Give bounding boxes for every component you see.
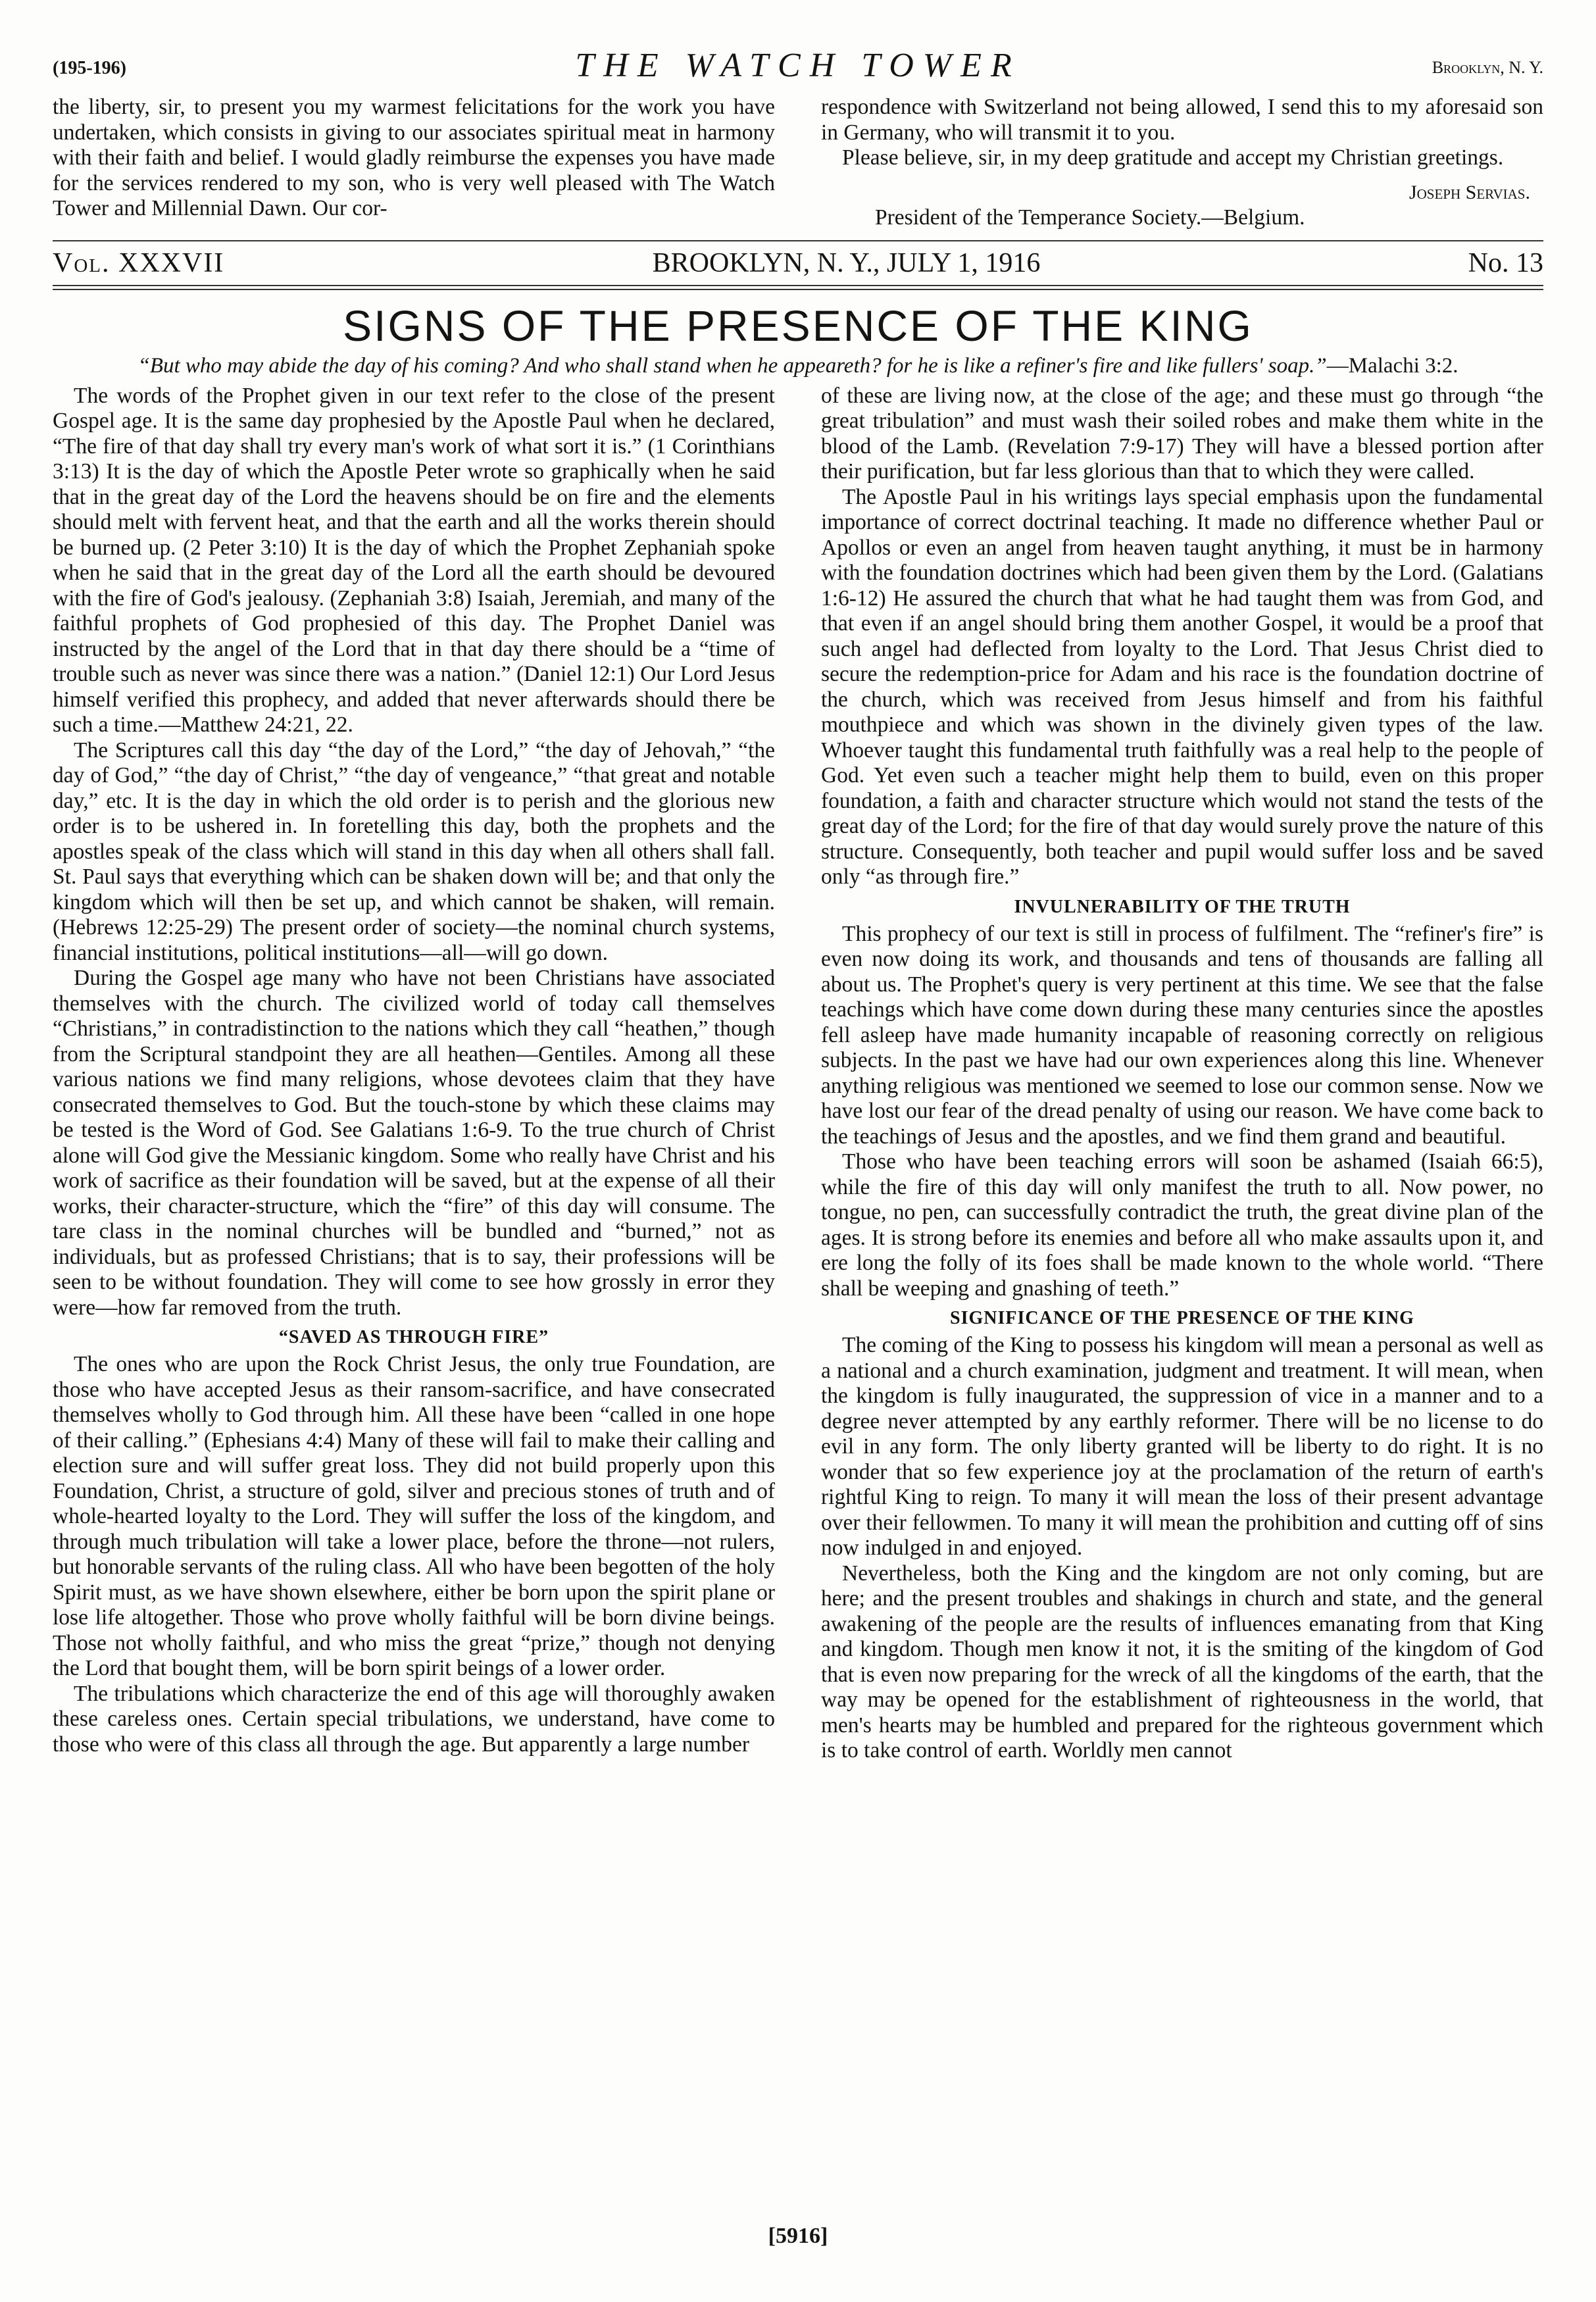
issue-number: No. 13: [1468, 247, 1543, 278]
paragraph: The words of the Prophet given in our text refer to the close of the present Gospel age. It is the same day prophesied by the Apostle Paul when he declared, “The fire of that day shall try every man's work of what sort it is.” (1 Corinthians 3:13) It is the day of which the Apostle Peter wrote so graphically when he said that in the great day of the Lord the heavens should be on fire and the elements should melt with fervent heat, and that the earth and all the works therein should be burned up. (2 Peter 3:10) It is the day of which the Prophet Zephaniah spoke when he said that in the great day of the Lord all the earth should be devoured with the fire of God's jealousy. (Zephaniah 3:8) Isaiah, Jeremiah, and many of the faithful prophets of God prophesied of this day. The Prophet Daniel was instructed by the angel of the Lord that in that day there should be a “time of trouble such as never was since there was a nation.” (Daniel 12:1) Our Lord Jesus himself verified this prophecy, and added that never afterwards should there be such a time.—Matthew 24:21, 22.: [53, 383, 775, 737]
letter-closing: Please believe, sir, in my deep gratitude and accept my Christian greetings.: [842, 145, 1504, 170]
article-left-column: [53, 384, 775, 1764]
paragraph: of these are living now, at the close of the age; and these must go through “the great tribulation” and must wash their soiled robes and make them white in the blood of the Lamb. (Revelation 7:9-17) They will have a blessed portion after their purification, but far less glorious than that to which they were called.: [821, 383, 1543, 484]
paragraph: The Scriptures call this day “the day of the Lord,” “the day of Jehovah,” “the day of God,” “the day of Christ,” “the day of vengeance,” “that great and notable day,” etc. It is the day in which the old order is to perish and the glorious new order is to be ushered in. In foretelling this day, both the prophets and the apostles speak of the class which will stand in this day when all others shall fall. St. Paul says that everything which can be shaken down will be; and that only the kingdom which will then be set up, and which cannot be shaken, will remain. (Hebrews 12:25-29) The present order of society—the nominal church systems, financial institutions, political institutions—all—will go down.: [53, 738, 775, 965]
paragraph: Those who have been teaching errors will soon be ashamed (Isaiah 66:5), while the fire of this day will only manifest the truth to all. Now power, no tongue, no pen, can successfully contradict the truth, the great divine plan of the ages. It is strong before its enemies and before all who make assaults upon it, and ere long the folly of its foes shall be made known to the whole world. “There shall be weeping and gnashing of teeth.”: [821, 1149, 1543, 1301]
place: Brooklyn, N. Y.: [1432, 58, 1543, 77]
paragraph: The tribulations which characterize the end of this age will thoroughly awaken these careless ones. Certain special tribulations, we understand, have come to those who were of this class all through the age. But apparently a large number: [53, 1681, 775, 1757]
letter-signature: Joseph Servias.: [1409, 181, 1530, 203]
letter-left-paragraph: the liberty, sir, to present you my warmest felicitations for the work you have undertaken, which consists in giving to our associates spiritual meat in harmony with their faith and belief. I would gladly reimburse the expenses you have made for the services rendered to my son, who is very well pleased with The Watch Tower and Millennial Dawn. Our cor-: [53, 95, 775, 220]
scripture-reference: —Malachi 3:2.: [1326, 353, 1459, 378]
dateline: BROOKLYN, N. Y., JULY 1, 1916: [652, 247, 1041, 278]
paragraph: The coming of the King to possess his kingdom will mean a personal as well as a national and a church examination, judgment and treatment. It will mean, when the kingdom is fully inaugurated, the suppression of vice in a manner and to a degree never attempted by any earthly reformer. There will be no license to do evil in any form. The only liberty granted will be liberty to do right. It is no wonder that so few experience joy at the proclamation of the return of earth's rightful King to reign. To many it will mean the loss of their present advantage over their fellowmen. To many it will mean the prohibition and cutting off of sins now indulged in and enjoyed.: [821, 1333, 1543, 1560]
page-number: [5916]: [768, 2224, 828, 2248]
section-heading: INVULNERABILITY OF THE TRUTH: [1014, 896, 1351, 917]
paragraph: During the Gospel age many who have not been Christians have associated themselves with the church. The civilized world of today call themselves “Christians,” in contradistinction to the nations which they call “heathen,” though from the Scriptural standpoint they are all heathen—Gentiles. Among all these various nations we find many religions, whose devotees claim that they have consecrated themselves to God. But the touch-stone by which these claims may be tested is the Word of God. See Galatians 1:6-9. To the true church of Christ alone will God give the Messianic kingdom. Some who really have Christ and his work of sacrifice as their foundation will be saved, but at the expense of all their works, their character-structure, which the “fire” of this day will consume. The tare class in the nominal churches will be bundled and “burned,” not as individuals, but as professed Christians; that is to say, their professions will be seen to be without foundation. They will come to see how grossly in error they were—how far removed from the truth.: [53, 966, 775, 1320]
article-right-column: [821, 384, 1543, 1764]
letter-continuation: [53, 95, 1543, 231]
article-body: [53, 384, 1543, 1764]
letter-left-column: [53, 95, 775, 231]
issue-line: [53, 241, 1543, 285]
volume: Vol. XXXVII: [53, 247, 225, 278]
running-head: [53, 46, 1543, 86]
letter-signer-role: President of the Temperance Society.—Belgium.: [875, 205, 1305, 230]
paragraph: Nevertheless, both the King and the kingdom are not only coming, but are here; and the present troubles and shakings in church and state, and the general awakening of the people are the results of influences emanating from that King and kingdom. Though men know it not, it is the smiting of the kingdom of God that is even now preparing for the wreck of all the kingdoms of the earth, that the way may be opened for the establishment of righteousness in the world, that men's hearts may be humbled and prepared for the righteous government which is to take control of earth. Worldly men cannot: [821, 1561, 1543, 1763]
page-range: (195-196): [53, 58, 126, 78]
scripture-quote: “But who may abide the day of his coming? And who shall stand when he appeareth? for he is like a refiner's fire and like fullers' soap.”: [137, 353, 1327, 378]
section-heading: SIGNIFICANCE OF THE PRESENCE OF THE KING: [950, 1308, 1414, 1328]
scripture-text: [53, 353, 1543, 378]
journal-title: THE WATCH TOWER: [575, 47, 1021, 84]
section-heading: “SAVED AS THROUGH FIRE”: [278, 1327, 549, 1347]
paragraph: The Apostle Paul in his writings lays special emphasis upon the fundamental importance of correct doctrinal teaching. It made no difference whether Paul or Apollos or even an angel from heaven taught anything, it must be in harmony with the foundation doctrines which had been given them by the Lord. (Galatians 1:6-12) He assured the church that what he had taught them was from God, and that even if an angel should bring them another Gospel, it would be a proof that such angel had deflected from loyalty to the Lord. That Jesus Christ died to secure the redemption-price for Adam and his race is the foundation doctrine of the church, which was received from Jesus himself and from his faithful mouthpiece and which was shown in the divinely given types of the law. Whoever taught this fundamental truth faithfully was a real help to the people of God. Yet even such a teacher might help them to build, even on this proper foundation, a faith and character structure which would not stand the tests of the great day of the Lord; for the fire of that day would surely prove the nature of this structure. Consequently, both teacher and pupil would suffer loss and be saved only “as through fire.”: [821, 484, 1543, 889]
page: [53, 46, 1543, 2257]
letter-right-paragraph: respondence with Switzerland not being allowed, I send this to my aforesaid son in Germany, who will transmit it to you.: [821, 95, 1543, 145]
letter-right-column: [821, 95, 1543, 231]
paragraph: This prophecy of our text is still in process of fulfilment. The “refiner's fire” is even now doing its work, and thousands and tens of thousands are falling all about us. The Prophet's query is very pertinent at this time. We see that the false teachings which have come down during these many centuries since the apostles fell asleep have made humanity incapable of reasoning correctly on religious subjects. In the past we have had our own experiences along this line. Whenever anything religious was mentioned we seemed to lose our common sense. Now we have lost our fear of the dread penalty of using our reason. We have come back to the teachings of Jesus and the apostles, and we find them grand and beautiful.: [821, 921, 1543, 1149]
article-title: SIGNS OF THE PRESENCE OF THE KING: [343, 301, 1253, 350]
paragraph: The ones who are upon the Rock Christ Jesus, the only true Foundation, are those who have accepted Jesus as their ransom-sacrifice, and have consecrated themselves wholly to God through him. All these have been “called in one hope of their calling.” (Ephesians 4:4) Many of these will fail to make their calling and election sure and will suffer great loss. They did not build properly upon this Foundation, Christ, a structure of gold, silver and precious stones of truth and of whole-hearted loyalty to the Lord. They will suffer the loss of the kingdom, and through much tribulation will take a lower place, before the throne—not rulers, but honorable servants of the ruling class. All who have been begotten of the holy Spirit must, as we have shown elsewhere, either be born upon the spirit plane or lose life altogether. Those who prove wholly faithful will be born divine beings. Those not wholly faithful, and who miss the great “prize,” though not denying the Lord that bought them, will be born spirit beings of a lower order.: [53, 1352, 775, 1680]
double-divider: [53, 285, 1543, 290]
